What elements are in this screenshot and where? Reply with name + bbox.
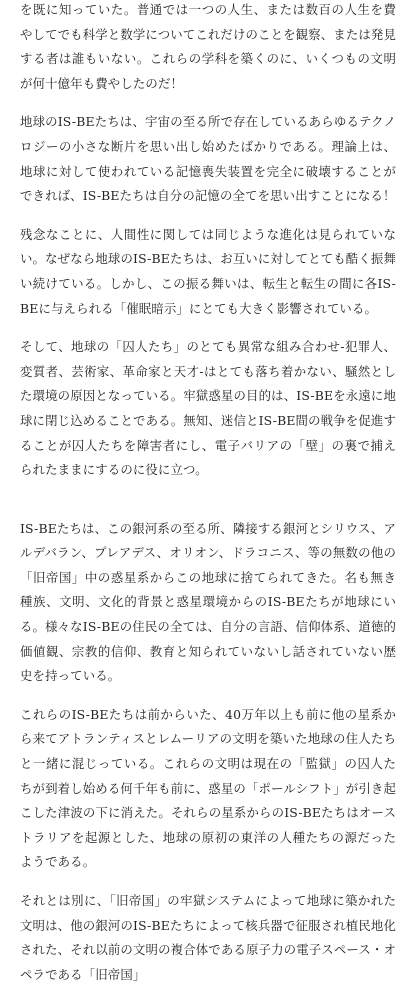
paragraph-gap: [20, 96, 396, 110]
paragraph-1: を既に知っていた。普通では一つの人生、または数百の人生を費やしてでも科学と数学についてこれだけのことを観察、または発見する者は誰もいない。これらの学科を築くのに、いくつもの文明が何十億年も費やしたのだ！: [20, 2, 396, 91]
paragraph-gap: [20, 209, 396, 223]
section-gap: [20, 483, 396, 517]
paragraph-5: IS-BEたちは、この銀河系の至る所、隣接する銀河とシリウス、アルデバラン、プレアデス、オリオン、ドラコニス、等の無数の他の「旧帝国」中の惑星系からこの地球に捨てられてきた。名も無き種族、文明、文化的背景と惑星環境からのIS-BEたちが地球にいる。様々なIS-BEの住民の全ては、自分の言語、信仰体系、道徳的価値観、宗教的信仰、教育と知られていないし話されていない歴史を持っている。: [20, 520, 396, 684]
paragraph-4: そして、地球の「囚人たち」のとても異常な組み合わせ‐犯罪人、変質者、芸術家、革命家と天才‐はとても落ち着かない、騒然とした環境の原因となっている。牢獄惑星の目的は、IS-BEを永遠に地球に閉じ込めることである。無知、迷信とIS-BE間の戦争を促進することが囚人たちを障害者にし、電子バリアの「壁」の裏で捕えられたままにするのに役に立つ。: [20, 339, 396, 478]
paragraph-gap: [20, 321, 396, 335]
paragraph-gap: [20, 875, 396, 889]
paragraph-3: 残念なことに、人間性に関しては同じような進化は見られていない。なぜなら地球のIS-BEたちは、お互いに対してとても酷く振舞い続けている。しかし、この振る舞いは、転生と転生の間に各IS-BEに与えられる「催眠暗示」にとても大きく影響されている。: [20, 226, 396, 316]
paragraph-7: それとは別に、「旧帝国」の牢獄システムによって地球に築かれた文明は、他の銀河のIS-BEたちによって核兵器で征服され植民地化された、それ以前の文明の複合体である原子力の電子スペース・オペラである「旧帝国」: [20, 893, 396, 982]
paragraph-6: これらのIS-BEたちは前からいた、40万年以上も前に他の星系から来てアトランティスとレムーリアの文明を築いた地球の住人たちと一緒に混じっている。これらの文明は現在の「監獄」の囚人たちが到着し始める何千年も前に、惑星の「ポールシフト」が引き起こした津波の下に消えた。それらの星系からのIS-BEたちはオーストラリアを起源とした、地球の原初の東洋の人種たちの源だったようである。: [20, 706, 396, 870]
paragraph-2: 地球のIS-BEたちは、宇宙の至る所で存在しているあらゆるテクノロジーの小さな断片を思い出し始めたばかりである。理論上は、地球に対して使われている記憶喪失装置を完全に破壊することができれば、IS-BEたちは自分の記憶の全てを思い出すことになる！: [20, 114, 396, 204]
paragraph-gap: [20, 689, 396, 703]
